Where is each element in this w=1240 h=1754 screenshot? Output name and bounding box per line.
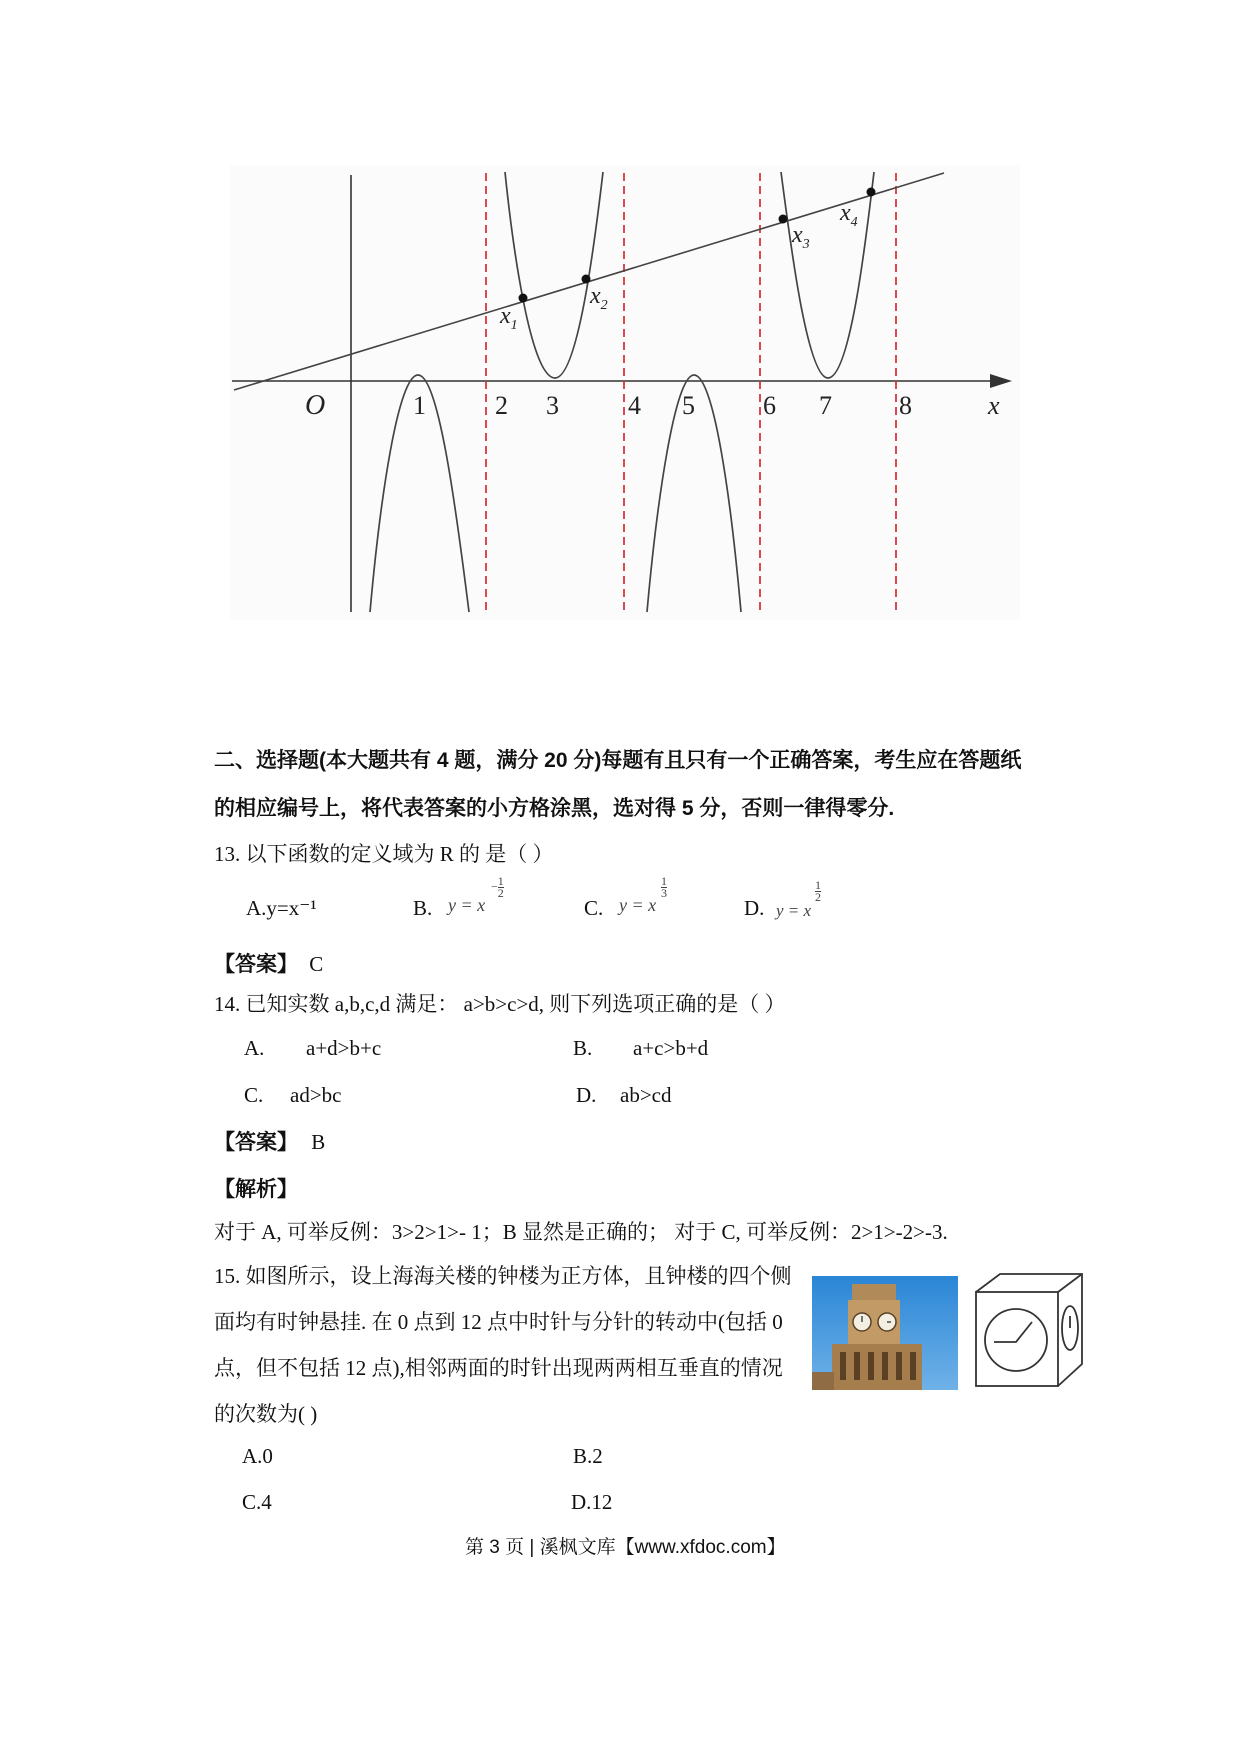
q14-option-c-label: C.	[244, 1083, 264, 1107]
label-x4: $x_4$	[840, 200, 858, 230]
q13-option-b-label: B.	[413, 896, 433, 920]
q14-option-a: a+d>b+c	[306, 1036, 382, 1060]
q13-option-c-exponent: $\frac{1}{3}$	[661, 874, 667, 900]
q13-option-c	[584, 896, 603, 921]
q14-option-c: ad>bc	[290, 1083, 342, 1107]
q13-option-c-formula: y = x	[619, 895, 657, 915]
tick-7: 7	[819, 391, 832, 420]
point-x3	[779, 215, 788, 224]
q13-option-b	[413, 896, 432, 921]
function-graph-figure	[230, 165, 1020, 620]
tick-6: 6	[763, 391, 776, 420]
q13-option-b-formula: y = x	[448, 895, 486, 915]
label-x3: $x_3$	[792, 222, 810, 252]
label-x1: $x_1$	[500, 303, 518, 333]
q13-option-d-exponent: $\frac{1}{2}$	[815, 878, 821, 904]
clock-tower-photo	[812, 1276, 958, 1390]
q14-option-b-label: B.	[573, 1036, 593, 1060]
tick-5: 5	[682, 391, 695, 420]
q15-option-b: B.2	[573, 1444, 603, 1468]
section2-line2: 的相应编号上，将代表答案的小方格涂黑，选对得 5 分，否则一律得零分.	[214, 797, 895, 820]
q14-stem: 14. 已知实数 a,b,c,d 满足： a>b>c>d, 则下列选项正确的是（ ）	[214, 992, 786, 1016]
q13-option-a: A.y=x⁻¹	[246, 896, 317, 920]
q15-option-d: D.12	[571, 1490, 613, 1514]
q13-option-d-formula: y = x	[776, 901, 812, 920]
label-x2: $x_2$	[590, 283, 608, 313]
q15-line2: 面均有时钟悬挂. 在 0 点到 12 点中时针与分针的转动中(包括 0	[214, 1310, 783, 1334]
tick-3: 3	[546, 391, 559, 420]
q14-option-b: a+c>b+d	[633, 1036, 709, 1060]
q13-option-c-label: C.	[584, 896, 604, 920]
q14-answer	[214, 1126, 325, 1156]
section2-line1: 二、选择题(本大题共有 4 题，满分 20 分)每题有且只有一个正确答案，考生应在答题纸	[214, 749, 1022, 772]
q13-answer	[214, 948, 323, 978]
q15-option-a: A.0	[242, 1444, 273, 1468]
q14-analysis: 对于 A, 可举反例：3>2>1>- 1；B 显然是正确的； 对于 C, 可举反例：2>1>-2>-3.	[214, 1220, 948, 1244]
point-x4	[867, 188, 876, 197]
origin-label: O	[305, 390, 326, 421]
tick-1: 1	[413, 391, 426, 420]
q14-option-a-label: A.	[244, 1036, 265, 1060]
q14-answer-value: B	[311, 1130, 326, 1154]
q14-option-d-label: D.	[576, 1083, 597, 1107]
q15-option-c: C.4	[242, 1490, 272, 1514]
x-axis-label: x	[988, 391, 1000, 420]
q14-option-d: ab>cd	[620, 1083, 672, 1107]
q15-line1: 15. 如图所示，设上海海关楼的钟楼为正方体，且钟楼的四个侧	[214, 1264, 792, 1288]
q13-answer-label: 【答案】	[214, 952, 298, 976]
tick-2: 2	[495, 391, 508, 420]
page-footer: 第 3 页 | 溪枫文库【www.xfdoc.com】	[465, 1537, 786, 1558]
q15-line4: 的次数为( )	[214, 1402, 318, 1426]
tick-4: 4	[628, 391, 641, 420]
q14-analysis-label: 【解析】	[214, 1177, 298, 1201]
q13-stem: 13. 以下函数的定义域为 R 的 是（ ）	[214, 842, 554, 866]
cube-clock-diagram	[972, 1270, 1092, 1394]
q15-line3: 点，但不包括 12 点),相邻两面的时针出现两两相互垂直的情况	[214, 1356, 783, 1380]
tick-8: 8	[899, 391, 912, 420]
q13-option-d-label: D.	[744, 896, 765, 920]
q13-answer-value: C	[309, 952, 324, 976]
q13-option-d	[744, 896, 764, 921]
q14-answer-label: 【答案】	[214, 1130, 298, 1154]
q13-option-b-exponent: − $\frac{1}{2}$	[491, 874, 504, 900]
point-x1	[519, 294, 528, 303]
